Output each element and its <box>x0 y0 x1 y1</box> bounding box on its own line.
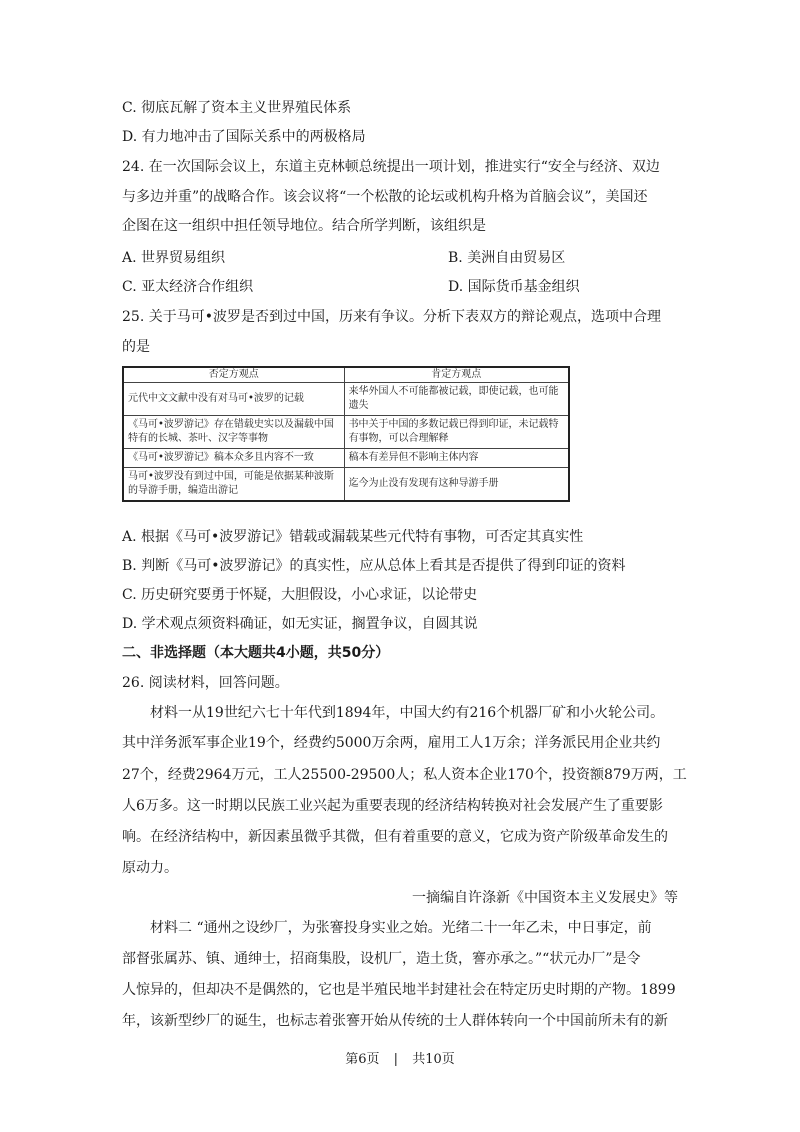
q24-option-d: D. 国际货币基金组织 <box>448 279 580 295</box>
negative-cell: 《马可•波罗游记》存在错载史实以及漏载中国特有的长城、茶叶、汉字等事物 <box>123 416 344 449</box>
positive-cell: 稿本有差异但不影响主体内容 <box>344 449 569 468</box>
material2-line: 年，该新型纱厂的诞生，也标志着张謇开始从传统的士人群体转向一个中国前所未有的新 <box>122 1013 668 1029</box>
material1-line: 材料一从19世纪六七十年代到1894年，中国大约有216个机器厂矿和小火轮公司。 <box>150 705 665 721</box>
q23-option-d: D. 有力地冲击了国际关系中的两极格局 <box>122 129 366 145</box>
negative-cell: 《马可•波罗游记》稿本众多且内容不一致 <box>123 449 344 468</box>
material1-line: 人6万多。这一时期以民族工业兴起为重要表现的经济结构转换对社会发展产生了重要影 <box>122 798 663 814</box>
q26-stem: 26. 阅读材料，回答问题。 <box>122 675 289 691</box>
q25-stem-line-2: 的是 <box>122 339 150 355</box>
material2-line: 部督张属苏、镇、通绅士，招商集股，设机厂，造土货，謇亦承之。”“状元办厂”是令 <box>122 951 641 967</box>
q24-stem-line-3: 企图在这一组织中担任领导地位。结合所学判断，该组织是 <box>122 218 486 234</box>
material1-source: 一摘编自许涤新《中国资本主义发展史》等 <box>412 890 678 906</box>
page-number: 第6页 <box>345 1052 380 1067</box>
table-header-row <box>123 367 569 383</box>
material1-line: 27个，经费2964万元，工人25500-29500人；私人资本企业170个，投资额879万两，工 <box>122 767 687 783</box>
material2-line: 材料二 “通州之设纱厂，为张謇投身实业之始。光绪二十一年乙未，中日事定，前 <box>150 920 652 936</box>
q25-option-d: D. 学术观点须资料确证，如无实证，搁置争议，自圆其说 <box>122 616 478 632</box>
table-row <box>123 468 569 502</box>
material2-line: 人惊异的，但却决不是偶然的，它也是半殖民地半封建社会在特定历史时期的产物。1899 <box>122 982 676 998</box>
q24-option-c: C. 亚太经济合作组织 <box>122 279 254 295</box>
q25-option-a: A. 根据《马可•波罗游记》错载或漏载某些元代特有事物，可否定其真实性 <box>122 529 584 545</box>
table-row <box>123 416 569 449</box>
page-total: 共10页 <box>412 1052 455 1067</box>
q24-option-a: A. 世界贸易组织 <box>122 250 226 266</box>
positive-cell: 来华外国人不可能都被记载，即使记载，也可能遗失 <box>344 383 569 416</box>
section-heading: 二、非选择题（本大题共4小题，共50分） <box>122 645 390 661</box>
q24-stem-line-1: 24. 在一次国际会议上，东道主克林顿总统提出一项计划，推进实行“安全与经济、双边 <box>122 159 660 175</box>
footer-separator: | <box>393 1052 399 1067</box>
table-row <box>123 383 569 416</box>
negative-cell: 马可•波罗没有到过中国，可能是依据某种波斯的导游手册，编造出游记 <box>123 468 344 502</box>
table-row <box>123 449 569 468</box>
q23-option-c: C. 彻底瓦解了资本主义世界殖民体系 <box>122 100 352 116</box>
q24-stem-line-2: 与多边并重”的战略合作。该会议将“一个松散的论坛或机构升格为首脑会议”，美国还 <box>122 189 648 205</box>
page-footer <box>0 1051 800 1069</box>
q25-stem-line-1: 25. 关于马可•波罗是否到过中国，历来有争议。分析下表双方的辩论观点，选项中合理 <box>122 309 661 325</box>
positive-cell: 书中关于中国的多数记载已得到印证，未记载特有事物，可以合理解释 <box>344 416 569 449</box>
header-positive: 肯定方观点 <box>344 367 569 383</box>
debate-table <box>122 366 570 502</box>
header-negative: 否定方观点 <box>123 367 344 383</box>
q25-option-c: C. 历史研究要勇于怀疑，大胆假设，小心求证，以论带史 <box>122 587 478 603</box>
material1-line: 响。在经济结构中，新因素虽微乎其微，但有着重要的意义，它成为资产阶级革命发生的 <box>122 829 668 845</box>
q24-option-b: B. 美洲自由贸易区 <box>448 250 566 266</box>
q25-option-b: B. 判断《马可•波罗游记》的真实性，应从总体上看其是否提供了得到印证的资料 <box>122 558 626 574</box>
material1-line: 其中洋务派军事企业19个，经费约5000万余两，雇用工人1万余；洋务派民用企业共约 <box>122 735 661 751</box>
material1-line: 原动力。 <box>122 860 178 876</box>
negative-cell: 元代中文文献中没有对马可•波罗的记载 <box>123 383 344 416</box>
positive-cell: 迄今为止没有发现有这种导游手册 <box>344 468 569 502</box>
